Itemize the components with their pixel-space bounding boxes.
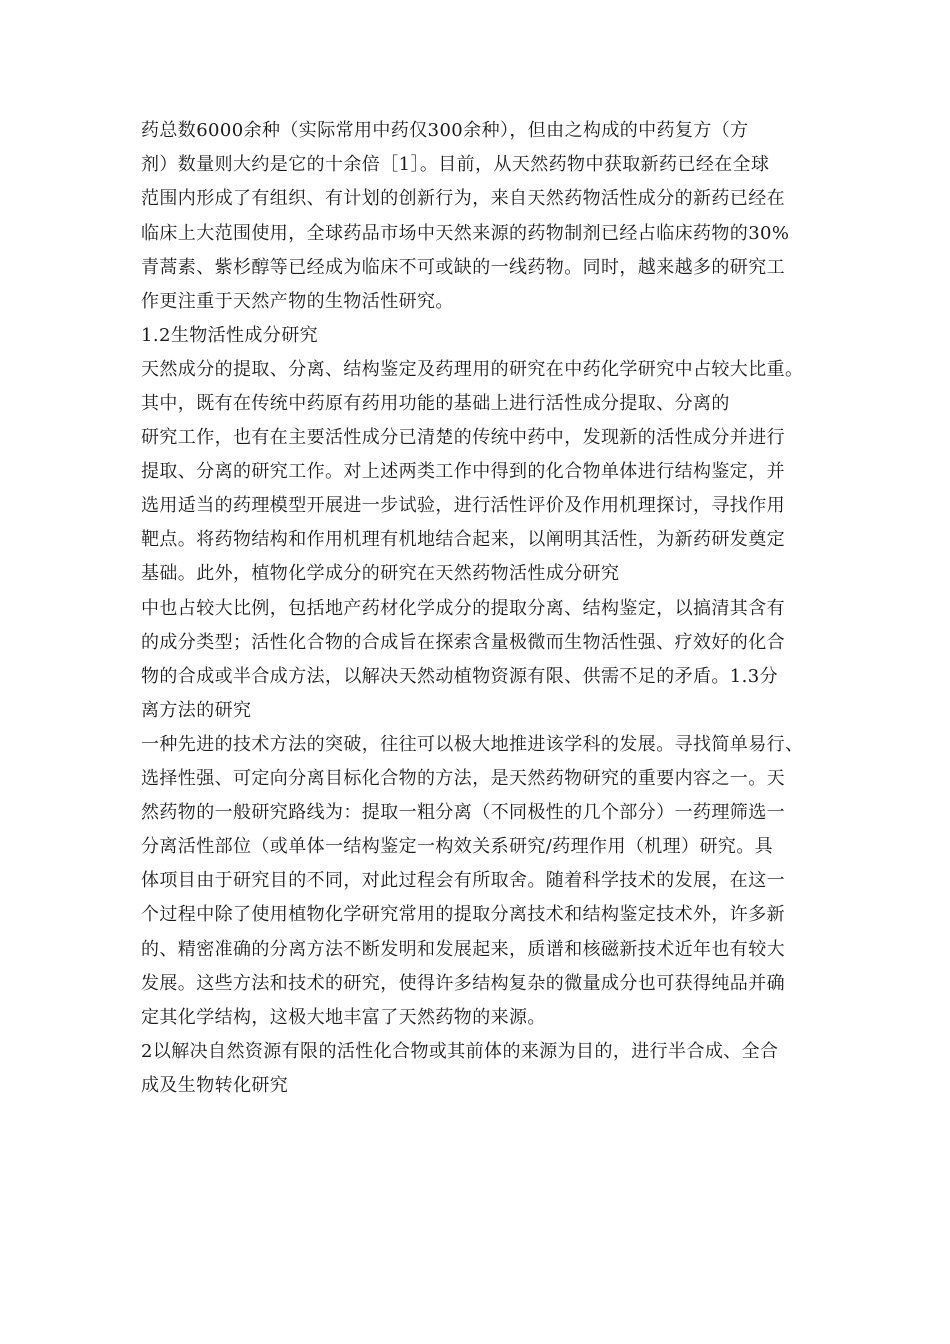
text-line: 的成分类型；活性化合物的合成旨在探索含量极微而生物活性强、疗效好的化合 [141,632,785,653]
text-line: 研究工作，也有在主要活性成分已清楚的传统中药中，发现新的活性成分并进行 [141,427,785,448]
text-line: 定其化学结构，这极大地丰富了天然药物的来源。 [141,1007,546,1028]
text-line: 发展。这些方法和技术的研究，使得许多结构复杂的微量成分也可获得纯品并确 [141,973,785,994]
section-heading: 1.2生物活性成分研究 [141,325,319,346]
text-line: 剂）数量则大约是它的十余倍［1］。目前，从天然药物中获取新药已经在全球 [141,154,770,175]
text-line: 药总数6000余种（实际常用中药仅300余种），但由之构成的中药复方（方 [141,120,749,141]
text-line: 选用适当的药理模型开展进一步试验，进行活性评价及作用机理探讨，寻找作用 [141,495,785,516]
text-line: 然药物的一般研究路线为：提取一粗分离（不同极性的几个部分）一药理筛选一 [141,802,785,823]
text-line: 临床上大范围使用，全球药品市场中天然来源的药物制剂已经占临床药物的30% [141,223,790,244]
text-line: 其中，既有在传统中药原有药用功能的基础上进行活性成分提取、分离的 [141,393,730,414]
text-line: 中也占较大比例，包括地产药材化学成分的提取分离、结构鉴定，以搞清其含有 [141,598,785,619]
text-line: 天然成分的提取、分离、结构鉴定及药理用的研究在中药化学研究中占较大比重。 [141,359,804,380]
text-line: 基础。此外，植物化学成分的研究在天然药物活性成分研究 [141,563,620,584]
text-line: 作更注重于天然产物的生物活性研究。 [141,291,454,312]
text-line: 范围内形成了有组织、有计划的创新行为，来自天然药物活性成分的新药已经在 [141,188,785,209]
text-line: 的、精密准确的分离方法不断发明和发展起来，质谱和核磁新技术近年也有较大 [141,939,785,960]
section-heading: 成及生物转化研究 [141,1075,289,1096]
text-line: 物的合成或半合成方法，以解决天然动植物资源有限、供需不足的矛盾。1.3分 [141,666,779,687]
text-line: 分离活性部位（或单体一结构鉴定一构效关系研究/药理作用（机理）研究。具 [141,836,774,857]
text-line: 一种先进的技术方法的突破，往往可以极大地推进该学科的发展。寻找简单易行、 [141,734,804,755]
text-line: 体项目由于研究目的不同，对此过程会有所取舍。随着科学技术的发展，在这一 [141,870,785,891]
text-line: 离方法的研究 [141,700,252,721]
text-line: 提取、分离的研究工作。对上述两类工作中得到的化合物单体进行结构鉴定，并 [141,461,785,482]
text-line: 个过程中除了使用植物化学研究常用的提取分离技术和结构鉴定技术外，许多新 [141,904,785,925]
section-heading: 2以解决自然资源有限的活性化合物或其前体的来源为目的，进行半合成、全合 [141,1041,779,1062]
text-line: 选择性强、可定向分离目标化合物的方法，是天然药物研究的重要内容之一。天 [141,768,785,789]
text-line: 靶点。将药物结构和作用机理有机地结合起来，以阐明其活性，为新药研发奠定 [141,529,785,550]
text-line: 青蒿素、紫杉醇等已经成为临床不可或缺的一线药物。同时，越来越多的研究工 [141,257,785,278]
